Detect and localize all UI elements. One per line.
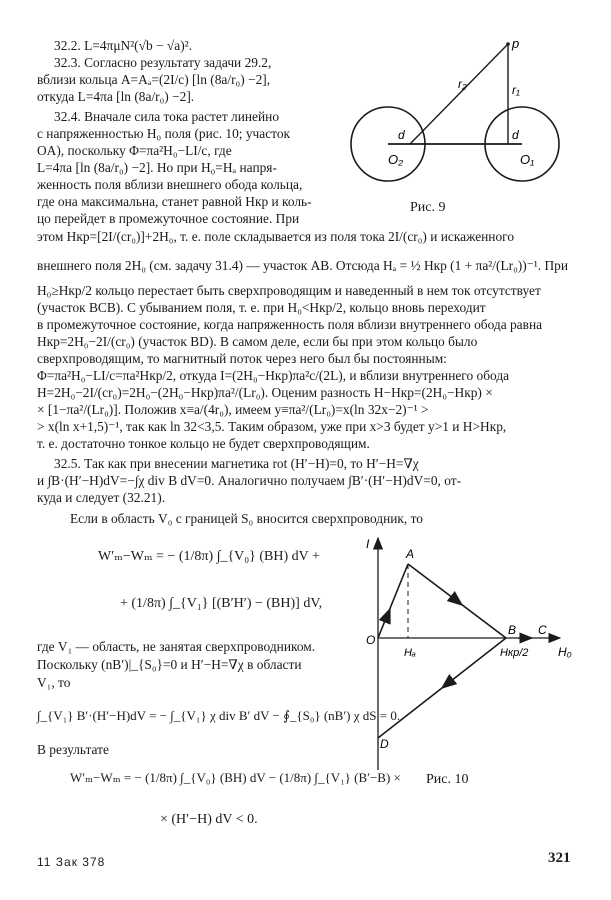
figure-9-caption: Рис. 9 [410, 200, 446, 215]
text-line: H=2H₀−2I/(cr₀)=2H₀−(2H₀−Hкр)πa²/(Lr₀). Оценим разность H−Hкр=(2H₀−Hкр) × [37, 385, 493, 400]
answer-32-5: 32.5. Так как при внесении магнетика rot (H′−H)=0, то H′−H=∇χ [54, 456, 419, 471]
r2-label: r₂ [458, 77, 467, 91]
text-line: > x(ln x+1,5)⁻¹, так как ln 32<3,5. Таким образом, уже при x>3 будет y>1 и H>Hкр, [37, 419, 507, 434]
text-line: откуда L=4πa [ln (8a/r₀) −2]. [37, 89, 195, 104]
text-line: внешнего поля 2H₀ (см. задачу 31.4) — участок AB. Отсюда Hₐ = ½ Hкр (1 + πa²/(Lr₀))⁻¹. При [37, 258, 569, 273]
text-line: H₀≥Hкр/2 кольцо перестает быть сверхпроводящим и наведенный в нем ток отсутствует [37, 283, 541, 298]
equation-2: ∫_{V₁} B′·(H′−H)dV = − ∫_{V₁} χ div B′ dV − ∮_{S₀} (nB′) χ dS = 0. [37, 708, 401, 723]
text-line: куда и следует (32.21). [37, 490, 166, 505]
text-line: (участок BCB). С убыванием поля, т. е. при H₀<Hкр/2, кольцо вновь переходит [37, 300, 486, 315]
answer-32-2: 32.2. L=4πμN²(√b − √a)². [54, 38, 193, 53]
print-signature: 11 Зак 378 [37, 855, 106, 869]
point-p-label: p [512, 36, 520, 51]
o2-label: O₂ [388, 152, 404, 167]
point-d-label: D [380, 737, 389, 751]
text-line: где она максимальна, станет равной Hкр и коль- [37, 194, 312, 209]
text-line: вблизи кольца A=Aₐ=(2I/c) [ln (8a/r₀) −2], [37, 72, 271, 87]
h0-axis-label: H₀ [558, 645, 572, 659]
text-line: и ∫B·(H′−H)dV=−∫χ div B dV=0. Аналогично получаем ∫B′·(H′−H)dV=0, от- [37, 473, 462, 488]
page-number: 321 [548, 850, 571, 866]
text-line: т. е. достаточно тонкое кольцо не будет сверхпроводящим. [37, 436, 370, 451]
d-left-label: d [398, 128, 405, 142]
text-line: женность поля вблизи внешнего обода кольца, [37, 177, 303, 192]
point-b-label: B [508, 623, 517, 637]
result-label: В результате [37, 742, 109, 757]
text-line: с напряженностью H₀ поля (рис. 10; участок [37, 126, 291, 141]
equation-1-line-1: W′ₘ−Wₘ = − (1/8π) ∫_{V₀} (BH) dV + [98, 549, 320, 564]
text-line: × [1−πa²/(Lr₀)]. Положив x≡a/(4r₀), имеем y≡πa²/(Lr₀)=x(ln 32x−2)⁻¹ > [37, 402, 429, 417]
text-line: OA), поскольку Φ=πa²H₀−LI/c, где [37, 143, 232, 158]
point-c-label: C [538, 623, 547, 637]
text-line: L=4πa [ln (8a/r₀) −2]. Но при H₀=Hₐ напря- [37, 160, 277, 175]
figure-10-graph [362, 530, 582, 780]
text-line: где V₁ — область, не занятая сверхпроводником. [37, 639, 316, 654]
hkr2-label: Hкр/2 [500, 647, 529, 659]
o1-label: O₁ [520, 152, 535, 167]
figure-10-caption: Рис. 10 [426, 772, 469, 787]
answer-32-3: 32.3. Согласно результату задачи 29.2, [54, 55, 272, 70]
text-line: этом Hкр=[2I/(cr₀)]+2H₀, т. е. поле складывается из поля тока 2I/(cr₀) и искаженного [37, 229, 515, 244]
answer-32-4: 32.4. Вначале сила тока растет линейно [54, 109, 280, 124]
ha-label: Hₐ [404, 647, 416, 659]
text-line: цо перейдет в промежуточное состояние. При [37, 211, 300, 226]
text-line: сверхпроводящим, то магнитный поток через него был бы постоянным: [37, 351, 447, 366]
intro-line: Если в область V₀ с границей S₀ вносится сверхпроводник, то [70, 511, 423, 526]
origin-label: O [366, 633, 376, 647]
text-line: Hкр=2H₀−2I/(cr₀) (участок BD). В самом деле, если бы при этом кольцо было [37, 334, 478, 349]
equation-3-line-1: W′ₘ−Wₘ = − (1/8π) ∫_{V₀} (BH) dV − (1/8π) ∫_{V₁} (B′−B) × [70, 770, 401, 785]
text-line: Φ=πa²H₀−LI/c=πa²Hкр/2, откуда I=(2H₀−Hкр)πa²c/(2L), и вблизи внутреннего обода [37, 368, 510, 383]
text-line: в промежуточное состояние, когда напряженность поля вблизи внутреннего обода равна [37, 317, 543, 332]
point-a-label: A [406, 547, 415, 561]
i-axis-label: I [366, 537, 370, 551]
text-line: Поскольку (nB′)|_{S₀}=0 и H′−H=∇χ в области [37, 657, 302, 672]
r1-label: r₁ [512, 83, 520, 97]
text-line: V₁, то [37, 675, 71, 690]
figure-9-rings-diagram [348, 30, 588, 190]
d-right-label: d [512, 128, 519, 142]
equation-3-line-2: × (H′−H) dV < 0. [160, 812, 258, 827]
equation-1-line-2: + (1/8π) ∫_{V₁} [(B′H′) − (BH)] dV, [120, 596, 323, 611]
